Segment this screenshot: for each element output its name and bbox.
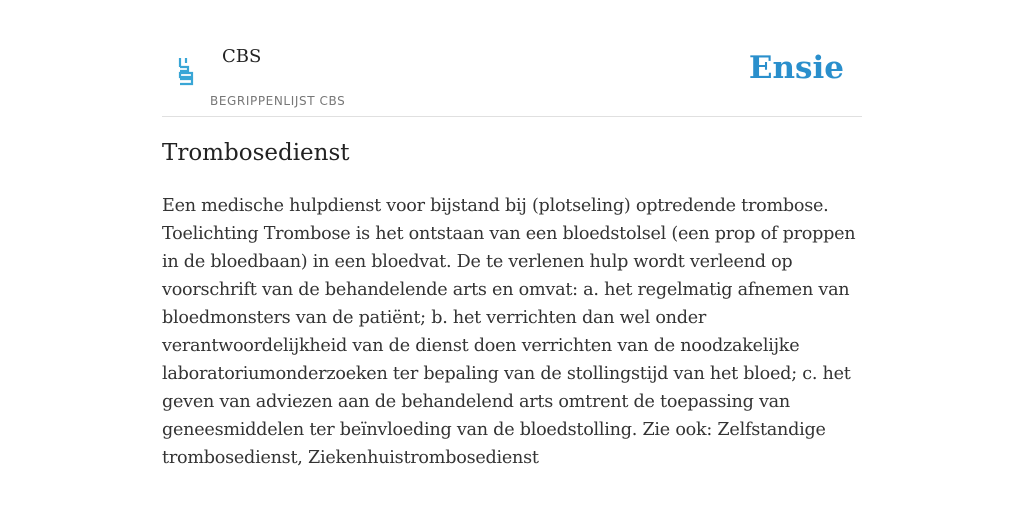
brand-logo[interactable]: Ensie — [748, 50, 844, 86]
cbs-logo-icon — [176, 56, 196, 86]
source-subtitle[interactable]: BEGRIPPENLIJST CBS — [210, 94, 346, 108]
entry-header — [162, 0, 862, 117]
entry-definition: Een medische hulpdienst voor bijstand bij (plotseling) optredende trombose. Toelichting Trombose is het ontstaan van een bloedstolsel (een prop of proppen in de bloedbaan) in een bloedvat. De te verlenen hulp wordt verleend op voorschrift van de behandelende arts en omvat: a. het regelmatig afnemen van bloedmonsters van de patiënt; b. het verrichten dan wel onder verantwoordelijkheid van de dienst doen verrichten van de noodzakelijke laboratoriumonderzoeken ter bepaling van de stollingstijd van het bloed; c. het geven van adviezen aan de behandelend arts omtrent de toepassing van geneesmiddelen ter beïnvloeding van de bloedstolling. Zie ook: Zelfstandige trombosedienst, Ziekenhuistrombosedienst — [162, 196, 856, 468]
entry-card — [162, 0, 862, 468]
source-name[interactable]: CBS — [222, 46, 262, 67]
entry-title: Trombosedienst — [162, 140, 350, 166]
